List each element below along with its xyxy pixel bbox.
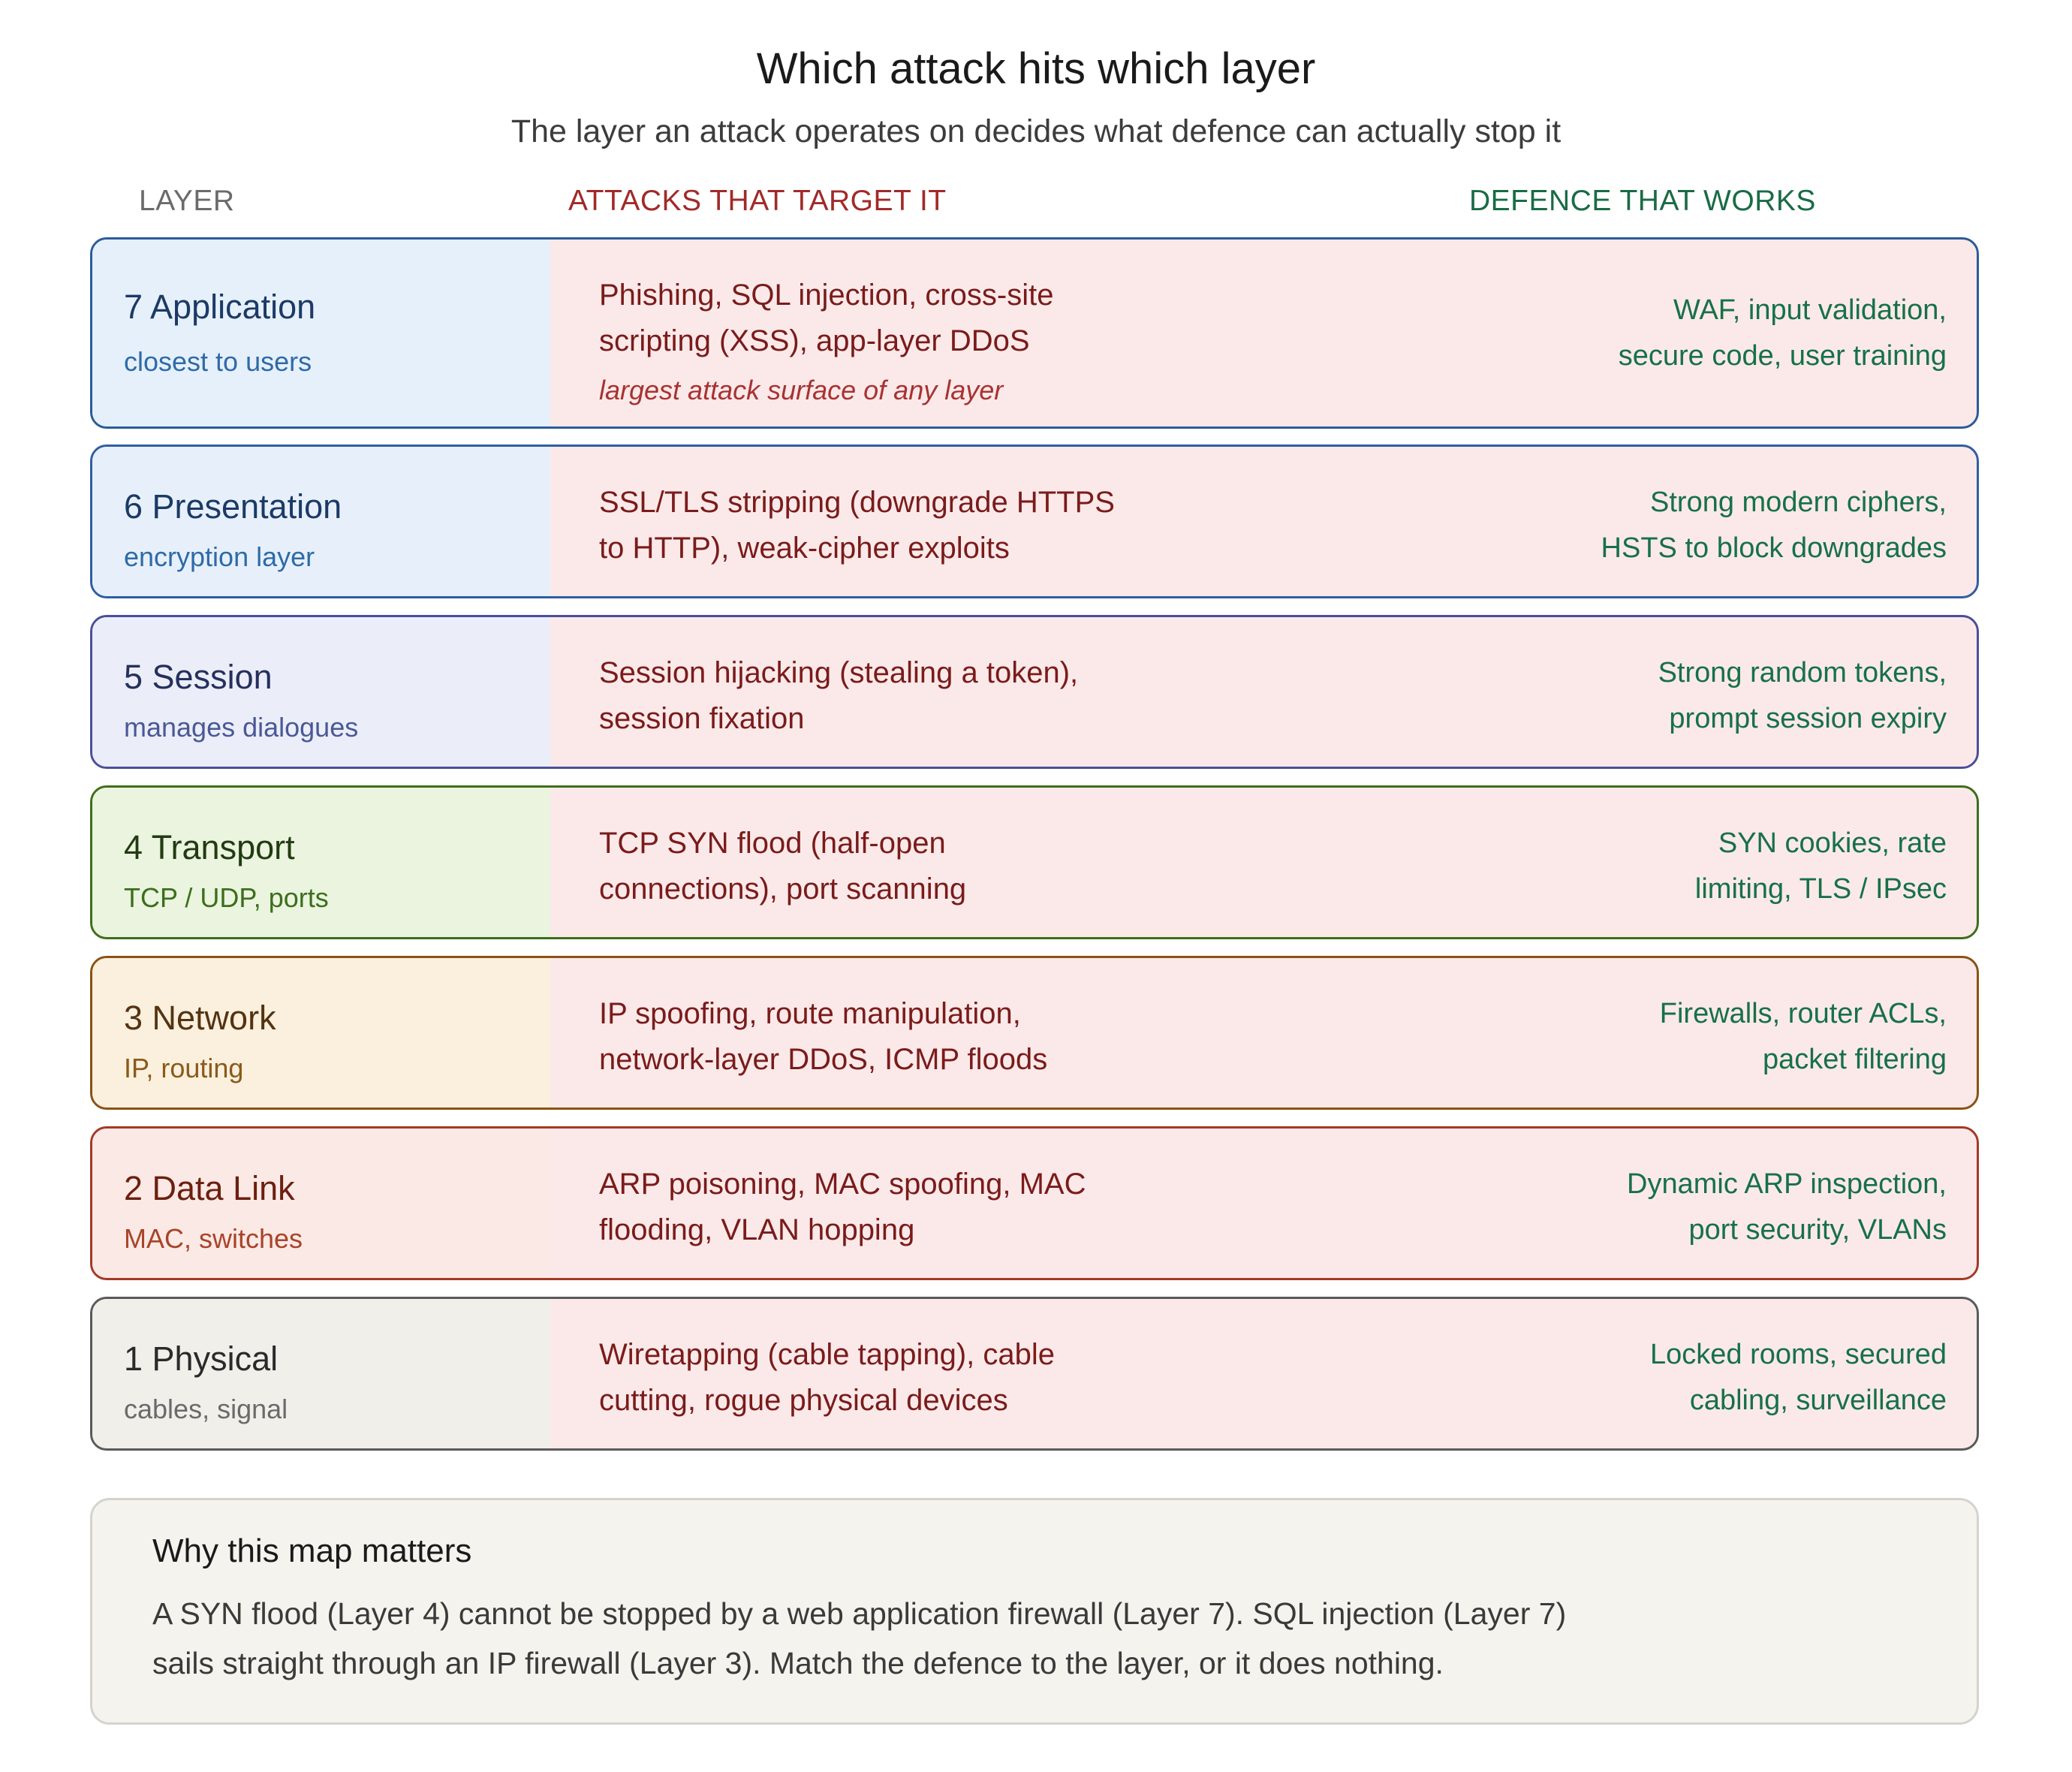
layer-name: 6 Presentation xyxy=(124,487,342,526)
why-line: sails straight through an IP firewall (Layer 3). Match the defence to the layer, or it does nothing. xyxy=(152,1646,1444,1680)
attack-line: scripting (XSS), app-layer DDoS xyxy=(599,324,1030,357)
attack-line: Phishing, SQL injection, cross-site xyxy=(599,279,1054,312)
defence-line: cabling, surveillance xyxy=(1689,1385,1947,1416)
column-header-defence: DEFENCE THAT WORKS xyxy=(1469,185,1816,217)
attack-line: network-layer DDoS, ICMP floods xyxy=(599,1043,1048,1076)
layer-name: 1 Physical xyxy=(124,1340,279,1378)
attack-line: ARP poisoning, MAC spoofing, MAC xyxy=(599,1168,1086,1201)
defence-line: port security, VLANs xyxy=(1688,1214,1947,1246)
defence-line: secure code, user training xyxy=(1618,340,1947,372)
layer-description: MAC, switches xyxy=(124,1223,303,1254)
defence-line: WAF, input validation, xyxy=(1673,294,1947,326)
column-header-layer: LAYER xyxy=(139,185,235,217)
attack-line: Session hijacking (stealing a token), xyxy=(599,656,1079,689)
layer-label-cell xyxy=(92,240,550,426)
layer-name: 2 Data Link xyxy=(124,1169,295,1207)
attack-line: to HTTP), weak-cipher exploits xyxy=(599,532,1010,565)
defence-line: HSTS to block downgrades xyxy=(1601,532,1947,564)
layer-row-data-link xyxy=(90,1126,1979,1280)
layer-description: TCP / UDP, ports xyxy=(124,882,329,913)
why-body xyxy=(152,1589,1766,1688)
attack-line: flooding, VLAN hopping xyxy=(599,1213,915,1246)
attack-line: session fixation xyxy=(599,702,805,735)
defence-line: limiting, TLS / IPsec xyxy=(1694,873,1947,905)
attack-line: connections), port scanning xyxy=(599,872,967,906)
layer-name: 3 Network xyxy=(124,999,276,1037)
layer-row-session xyxy=(90,615,1979,769)
layer-description: closest to users xyxy=(124,346,312,377)
column-header-attack: ATTACKS THAT TARGET IT xyxy=(568,185,947,217)
layer-description: cables, signal xyxy=(124,1394,288,1424)
defence-line: Locked rooms, secured xyxy=(1650,1339,1947,1370)
attack-line: SSL/TLS stripping (downgrade HTTPS xyxy=(599,486,1115,519)
attack-line: cutting, rogue physical devices xyxy=(599,1384,1008,1417)
layer-name: 5 Session xyxy=(124,658,273,696)
page-title: Which attack hits which layer xyxy=(756,44,1316,93)
layer-row-application xyxy=(90,237,1979,429)
defence-line: prompt session expiry xyxy=(1669,703,1947,734)
defence-line: packet filtering xyxy=(1762,1044,1947,1075)
attack-line: TCP SYN flood (half-open xyxy=(599,827,946,860)
defence-line: Strong random tokens, xyxy=(1658,657,1947,689)
layer-name: 4 Transport xyxy=(124,828,295,866)
layer-name: 7 Application xyxy=(124,288,316,326)
layer-row-presentation xyxy=(90,445,1979,598)
why-this-matters-box xyxy=(90,1498,1979,1725)
layer-row-transport xyxy=(90,785,1979,939)
layer-description: IP, routing xyxy=(124,1053,244,1083)
why-line: A SYN flood (Layer 4) cannot be stopped by a web application firewall (Layer 7). SQL injection (Layer 7) xyxy=(152,1596,1567,1631)
layer-description: manages dialogues xyxy=(124,712,359,743)
defence-line: SYN cookies, rate xyxy=(1718,827,1947,859)
layer-description: encryption layer xyxy=(124,541,315,572)
attack-note: largest attack surface of any layer xyxy=(599,375,1004,405)
defence-line: Strong modern ciphers, xyxy=(1650,487,1947,518)
page-subtitle: The layer an attack operates on decides what defence can actually stop it xyxy=(510,113,1562,149)
layer-row-network xyxy=(90,956,1979,1110)
defence-line: Firewalls, router ACLs, xyxy=(1659,998,1947,1029)
layer-row-physical xyxy=(90,1297,1979,1451)
why-title: Why this map matters xyxy=(152,1532,472,1569)
attack-line: Wiretapping (cable tapping), cable xyxy=(599,1338,1056,1371)
attack-line: IP spoofing, route manipulation, xyxy=(599,997,1021,1030)
defence-line: Dynamic ARP inspection, xyxy=(1627,1168,1947,1200)
